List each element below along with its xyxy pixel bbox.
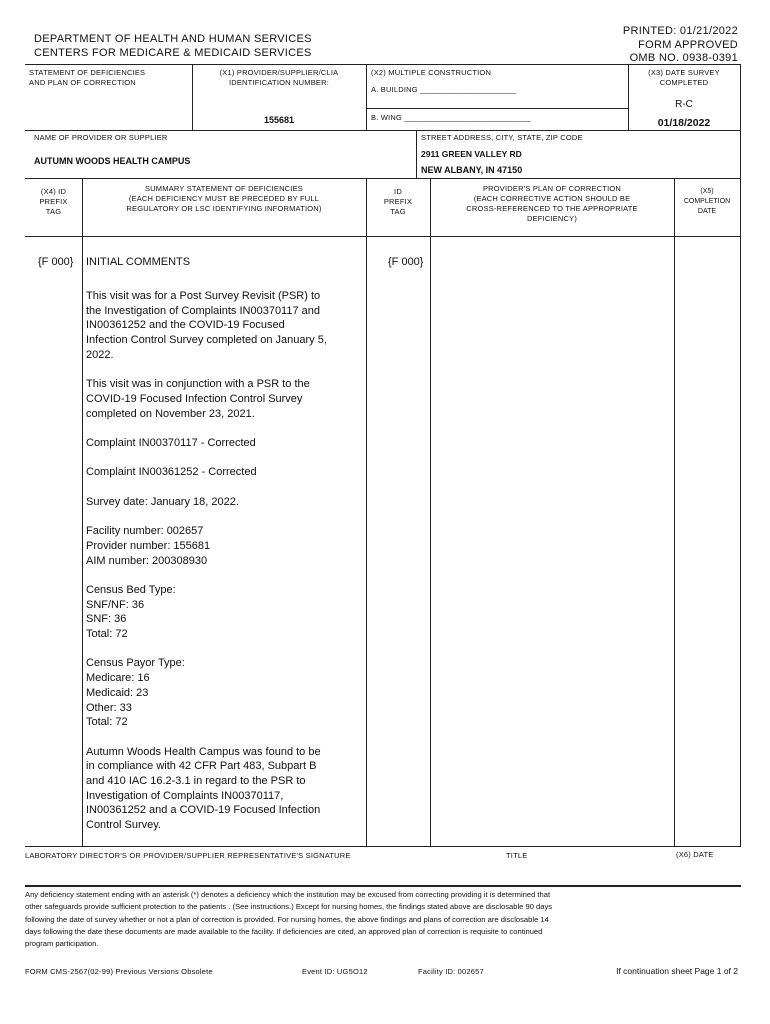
signature-date-label: (X6) DATE bbox=[676, 850, 714, 859]
col-id-header: ID PREFIX TAG bbox=[383, 187, 413, 216]
x2-building: A. BUILDING ______________________ bbox=[371, 85, 517, 94]
rule-address-left bbox=[416, 130, 417, 178]
rule-x4-right bbox=[82, 178, 83, 846]
provider-city: NEW ALBANY, IN 47150 bbox=[421, 165, 523, 175]
agency-header bbox=[34, 33, 312, 60]
provider-name-label: NAME OF PROVIDER OR SUPPLIER bbox=[34, 133, 168, 142]
comment-paragraph: Facility number: 002657 Provider number: 155681 AIM number: 200308930 bbox=[86, 525, 211, 567]
signature-label: LABORATORY DIRECTOR'S OR PROVIDER/SUPPLIER REPRESENTATIVE'S SIGNATURE bbox=[25, 851, 351, 860]
x3-label: (X3) DATE SURVEY COMPLETED bbox=[648, 68, 720, 87]
statement-label: STATEMENT OF DEFICIENCIES AND PLAN OF CORRECTION bbox=[29, 68, 146, 87]
entry-id-tag: {F 000} bbox=[388, 256, 424, 268]
rule-provider-bottom bbox=[25, 178, 741, 179]
x3-survey-date: 01/18/2022 bbox=[657, 117, 711, 129]
agency-line-1: DEPARTMENT OF HEALTH AND HUMAN SERVICES bbox=[34, 33, 312, 45]
address-label: STREET ADDRESS, CITY, STATE, ZIP CODE bbox=[421, 133, 583, 142]
comment-paragraph: This visit was in conjunction with a PSR to the COVID-19 Focused Infection Control Survey completed on November 23, 2021. bbox=[86, 378, 310, 420]
entry-heading: INITIAL COMMENTS bbox=[86, 256, 191, 268]
entry-prefix-tag: {F 000} bbox=[38, 256, 74, 268]
provider-street: 2911 GREEN VALLEY RD bbox=[421, 149, 522, 159]
footer-page-number: If continuation sheet Page 1 of 2 bbox=[616, 966, 738, 976]
x1-label: (X1) PROVIDER/SUPPLIER/CLIA IDENTIFICATION NUMBER: bbox=[219, 68, 339, 87]
signature-title-label: TITLE bbox=[506, 851, 528, 860]
rule-right bbox=[740, 64, 741, 846]
x2-label: (X2) MULTIPLE CONSTRUCTION bbox=[371, 68, 492, 77]
comment-paragraph: Survey date: January 18, 2022. bbox=[86, 495, 239, 508]
entry-comments bbox=[86, 289, 364, 848]
x3-survey-code: R-C bbox=[675, 99, 693, 110]
col-plan-header: PROVIDER'S PLAN OF CORRECTION (EACH CORRECTIVE ACTION SHOULD BE CROSS-REFERENCED TO THE APPROPRIATE DEFICIENCY) bbox=[466, 184, 638, 223]
rule-top bbox=[25, 64, 741, 65]
form-approved: FORM APPROVED bbox=[638, 38, 738, 51]
rule-plan-right bbox=[674, 178, 675, 846]
footer-facility-id: Facility ID: 002657 bbox=[418, 967, 484, 976]
rule-building-wing bbox=[366, 108, 628, 109]
rule-id-row-bottom bbox=[25, 130, 741, 131]
form-approval-block bbox=[623, 25, 738, 66]
rule-signature-bottom bbox=[25, 885, 741, 887]
col-x5-header: (X5) COMPLETION DATE bbox=[683, 188, 731, 215]
comment-paragraph: Complaint IN00370117 - Corrected bbox=[86, 437, 256, 449]
comment-paragraph: Census Payor Type: Medicare: 16 Medicaid: 23 Other: 33 Total: 72 bbox=[86, 657, 185, 729]
disclaimer-text: Any deficiency statement ending with an asterisk (*) denotes a deficiency which the institution may be excused from correcting providing it is determined that other safeguards provide sufficient protection to the patients . (See instructions.) Except for nursing homes, the findings stated above are disclosable 90 days following the date of survey whether or not a plan of correction is provided. For nursing homes, the above findings and plans of correction are disclosable 14 days following the date these documents are made available to the facility. If deficiencies are cited, an approved plan of correction is requisite to continued program participation. bbox=[25, 890, 553, 949]
printed-date: PRINTED: 01/21/2022 bbox=[622, 25, 738, 37]
rule-summary-right bbox=[366, 178, 367, 846]
footer-form-id: FORM CMS-2567(02-99) Previous Versions Obsolete bbox=[25, 967, 213, 976]
comment-paragraph: Census Bed Type: SNF/NF: 36 SNF: 36 Total: 72 bbox=[86, 583, 176, 641]
comment-paragraph: Autumn Woods Health Campus was found to be in compliance with 42 CFR Part 483, Subpart B and 410 IAC 16.2-3.1 in regard to the PSR to Investigation of Complaints IN00370117, IN00361252 and a COVID-19 Focused Infection Control Survey. bbox=[86, 745, 321, 832]
footer-event-id: Event ID: UG5O12 bbox=[302, 967, 368, 976]
provider-id-number: 155681 bbox=[263, 115, 295, 125]
rule-id-right bbox=[430, 178, 431, 846]
provider-name: AUTUMN WOODS HEALTH CAMPUS bbox=[34, 156, 191, 166]
rule-col-header-bottom bbox=[25, 236, 741, 237]
comment-paragraph: This visit was for a Post Survey Revisit (PSR) to the Investigation of Complaints IN00370117 and IN00361252 and the COVID-19 Focused Infection Control Survey completed on January 5, 2022. bbox=[86, 290, 327, 361]
omb-number: OMB NO. 0938-0391 bbox=[629, 52, 738, 64]
rule-x2-left bbox=[366, 64, 367, 130]
comment-paragraph: Complaint IN00361252 - Corrected bbox=[86, 466, 257, 479]
agency-line-2: CENTERS FOR MEDICARE & MEDICAID SERVICES bbox=[34, 46, 312, 59]
col-summary-header: SUMMARY STATEMENT OF DEFICIENCIES (EACH DEFICIENCY MUST BE PRECEDED BY FULL REGULATORY OR LSC IDENTIFYING INFORMATION) bbox=[126, 184, 322, 213]
col-x4-header: (X4) ID PREFIX TAG bbox=[39, 187, 68, 216]
x2-wing: B. WING _____________________________ bbox=[371, 113, 532, 122]
